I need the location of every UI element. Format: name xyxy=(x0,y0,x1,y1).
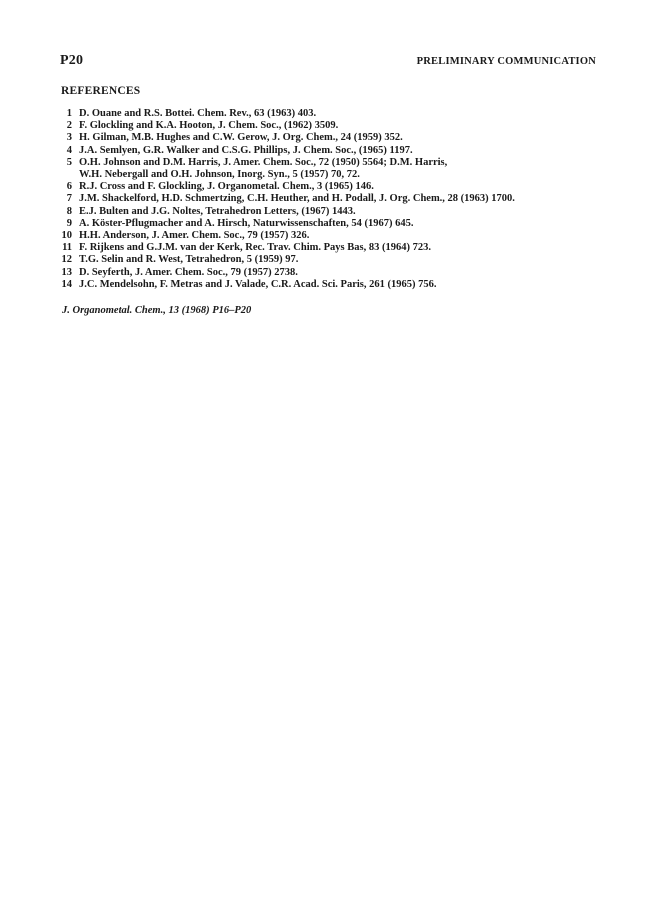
reference-text: J.M. Shackelford, H.D. Schmertzing, C.H. Heuther, and H. Podall, J. Org. Chem., 28 (1963) 1700. xyxy=(79,193,515,205)
reference-list xyxy=(60,108,640,291)
reference-item xyxy=(60,206,640,218)
reference-item xyxy=(60,120,640,132)
reference-item xyxy=(60,218,640,230)
reference-number: 14 xyxy=(61,278,72,290)
reference-item xyxy=(60,108,640,120)
reference-number: 12 xyxy=(61,254,72,266)
section-title: REFERENCES xyxy=(61,85,141,97)
journal-citation-text: J. Organometal. Chem., 13 (1968) P16–P20 xyxy=(62,305,252,316)
reference-text: R.J. Cross and F. Glockling, J. Organometal. Chem., 3 (1965) 146. xyxy=(79,181,374,193)
reference-item xyxy=(60,132,640,144)
reference-text: H.H. Anderson, J. Amer. Chem. Soc., 79 (1957) 326. xyxy=(79,230,310,242)
reference-number: 3 xyxy=(66,132,72,144)
reference-item xyxy=(60,230,640,242)
running-title: PRELIMINARY COMMUNICATION xyxy=(416,56,596,67)
reference-text: J.C. Mendelsohn, F. Metras and J. Valade, C.R. Acad. Sci. Paris, 261 (1965) 756. xyxy=(79,278,437,290)
reference-text: D. Seyferth, J. Amer. Chem. Soc., 79 (1957) 2738. xyxy=(79,266,298,278)
reference-text: A. Köster-Pflugmacher and A. Hirsch, Naturwissenschaften, 54 (1967) 645. xyxy=(79,217,414,229)
reference-text: E.J. Bulten and J.G. Noltes, Tetrahedron Letters, (1967) 1443. xyxy=(79,205,356,217)
reference-number: 1 xyxy=(66,108,72,119)
reference-number: 8 xyxy=(66,205,72,217)
reference-continuation: W.H. Nebergall and O.H. Johnson, Inorg. Syn., 5 (1957) 70, 72. xyxy=(79,169,360,181)
reference-item xyxy=(60,279,640,291)
reference-item xyxy=(60,145,640,157)
reference-item xyxy=(60,181,640,193)
reference-number: 13 xyxy=(61,266,72,278)
reference-item xyxy=(60,193,640,205)
reference-text: T.G. Selin and R. West, Tetrahedron, 5 (1959) 97. xyxy=(79,254,299,266)
reference-number: 11 xyxy=(62,242,72,254)
reference-item xyxy=(60,267,640,279)
reference-text: J.A. Semlyen, G.R. Walker and C.S.G. Phillips, J. Chem. Soc., (1965) 1197. xyxy=(79,144,413,156)
reference-text: O.H. Johnson and D.M. Harris, J. Amer. Chem. Soc., 72 (1950) 5564; D.M. Harris, xyxy=(79,156,448,168)
reference-item xyxy=(60,157,640,169)
reference-item xyxy=(60,242,640,254)
page-label: P20 xyxy=(60,53,84,68)
reference-text: D. Ouane and R.S. Bottei. Chem. Rev., 63 (1963) 403. xyxy=(79,108,317,119)
reference-number: 10 xyxy=(61,230,72,242)
reference-text: H. Gilman, M.B. Hughes and C.W. Gerow, J. Org. Chem., 24 (1959) 352. xyxy=(79,132,403,144)
reference-number: 7 xyxy=(66,193,72,205)
reference-number: 2 xyxy=(66,120,72,132)
reference-number: 5 xyxy=(66,156,72,168)
reference-number: 6 xyxy=(66,181,72,193)
reference-text: F. Rijkens and G.J.M. van der Kerk, Rec. Trav. Chim. Pays Bas, 83 (1964) 723. xyxy=(79,242,431,254)
reference-item xyxy=(60,254,640,266)
reference-number: 9 xyxy=(66,217,72,229)
reference-text: F. Glockling and K.A. Hooton, J. Chem. Soc., (1962) 3509. xyxy=(79,120,339,132)
journal-citation xyxy=(62,305,251,316)
reference-number: 4 xyxy=(66,144,72,156)
